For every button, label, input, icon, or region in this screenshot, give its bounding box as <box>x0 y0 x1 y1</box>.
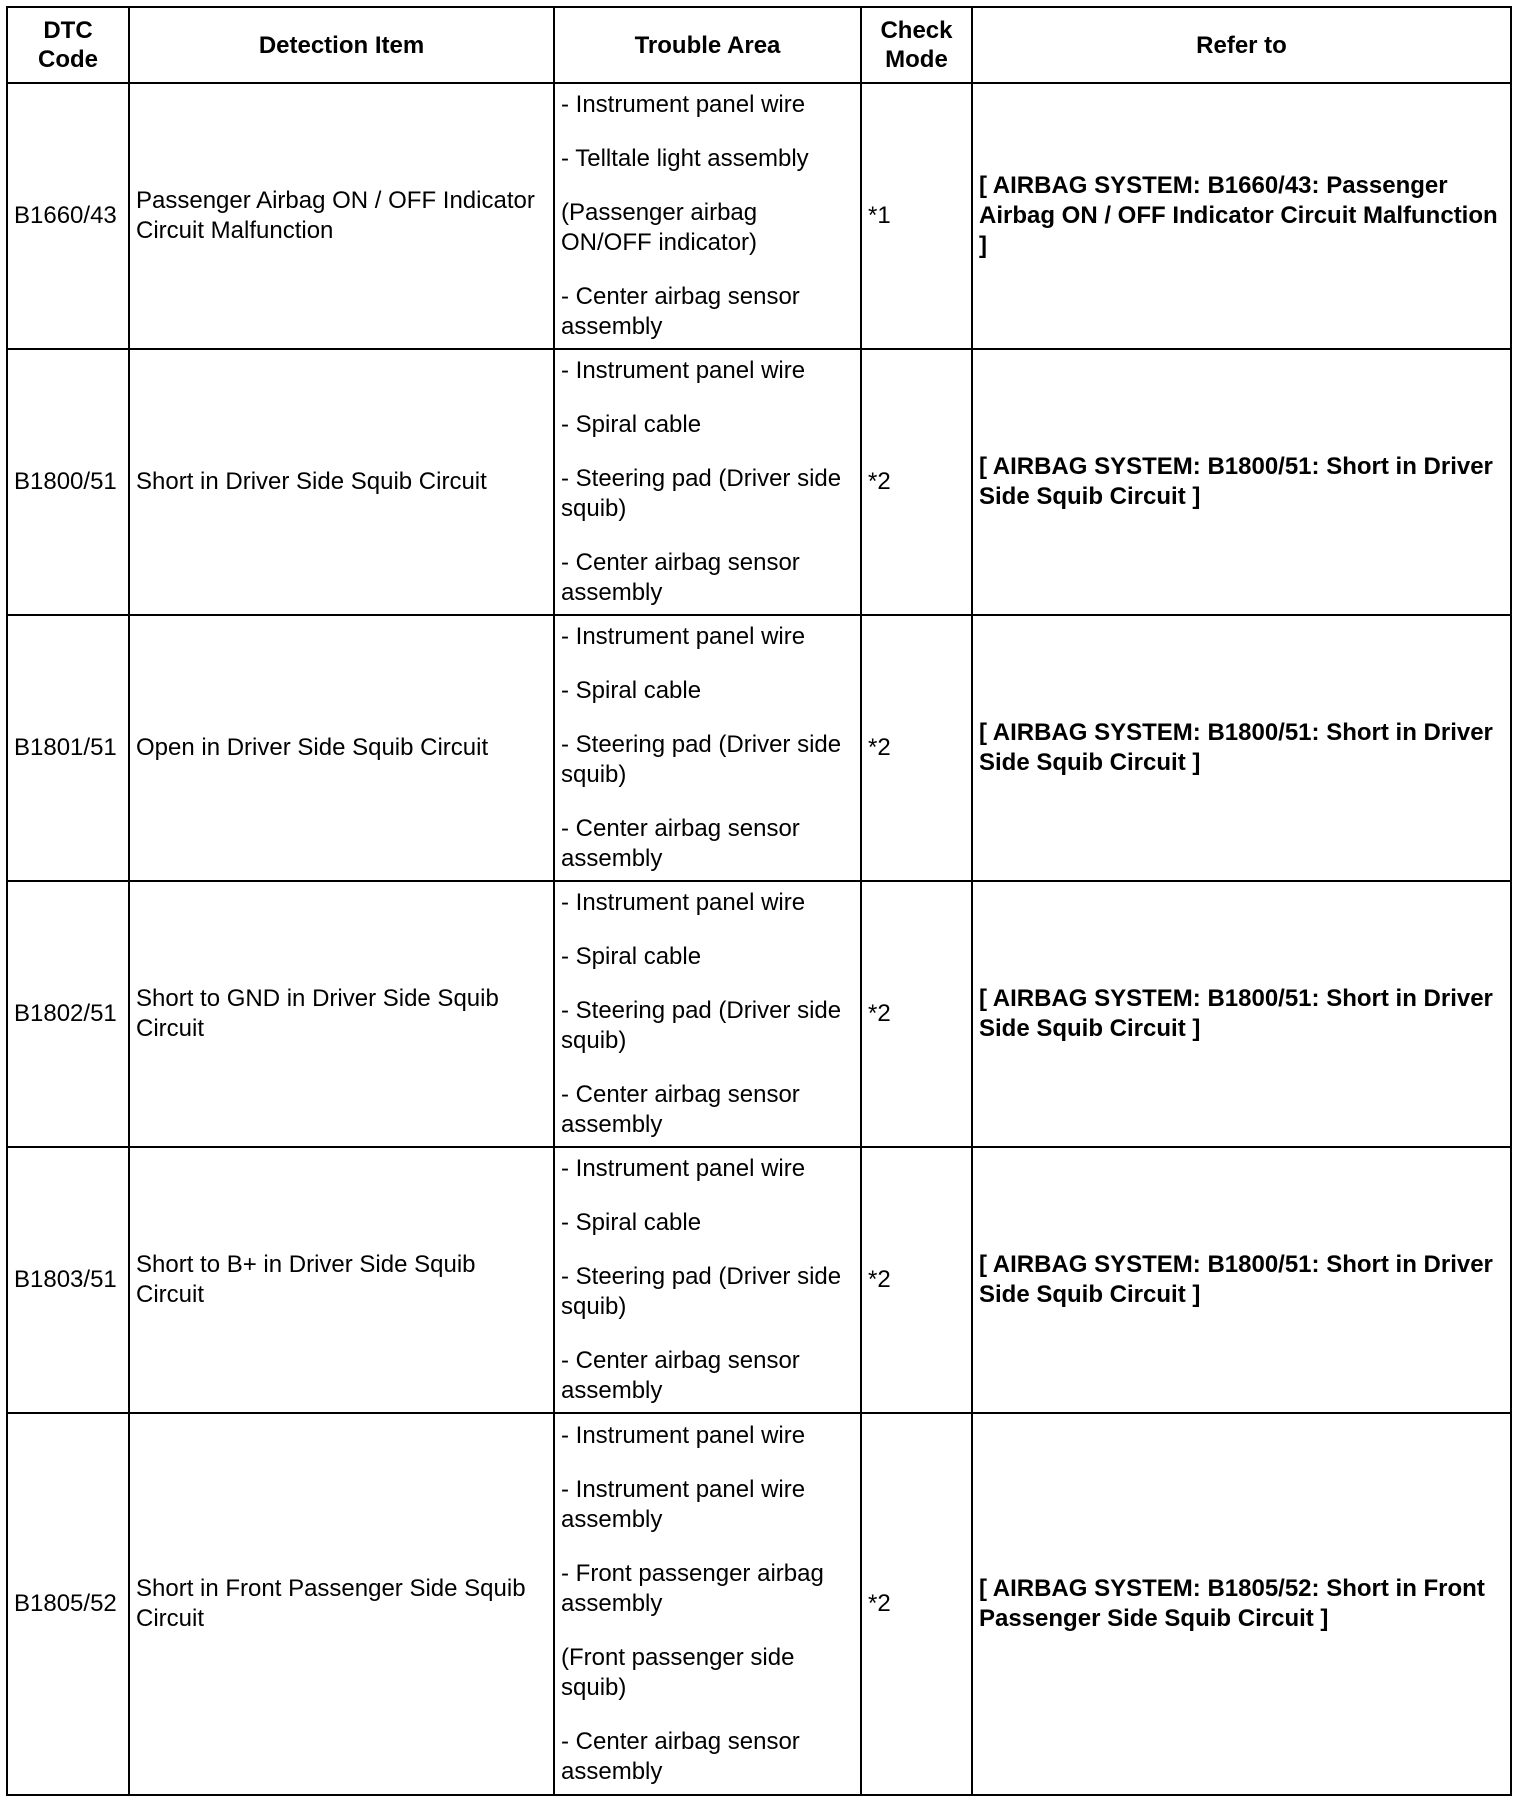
table-row <box>7 1147 1511 1413</box>
trouble-area-item: - Instrument panel wire <box>561 1155 806 1182</box>
trouble-area-item: - Instrument panel wire <box>561 357 806 384</box>
header-dtc-code: DTC Code <box>7 7 129 83</box>
refer-to-cell: [ AIRBAG SYSTEM: B1660/43: Passenger Airbag ON / OFF Indicator Circuit Malfunction ] <box>972 83 1511 349</box>
header-trouble-area: Trouble Area <box>554 7 861 83</box>
check-mode-cell: *2 <box>861 1413 972 1795</box>
trouble-area-item: - Steering pad (Driver side squib) <box>561 731 842 788</box>
trouble-area-cell <box>554 349 861 615</box>
trouble-area-item: - Center airbag sensor assembly <box>561 815 800 872</box>
trouble-area-cell <box>554 881 861 1147</box>
dtc-table <box>6 6 1512 1796</box>
dtc-code-cell: B1801/51 <box>7 615 129 881</box>
trouble-area-cell <box>554 615 861 881</box>
detection-item-cell: Short to B+ in Driver Side Squib Circuit <box>129 1147 554 1413</box>
dtc-code-cell: B1660/43 <box>7 83 129 349</box>
trouble-area-item: - Center airbag sensor assembly <box>561 1081 800 1138</box>
trouble-area-item: - Front passenger airbag assembly <box>561 1560 824 1617</box>
header-row <box>7 7 1511 83</box>
detection-item-cell: Passenger Airbag ON / OFF Indicator Circuit Malfunction <box>129 83 554 349</box>
detection-item-cell: Short in Front Passenger Side Squib Circuit <box>129 1413 554 1795</box>
table-header <box>7 7 1511 83</box>
trouble-area-list <box>561 356 854 608</box>
trouble-area-list <box>561 1421 854 1787</box>
detection-item-cell: Short to GND in Driver Side Squib Circuit <box>129 881 554 1147</box>
trouble-area-list <box>561 622 854 874</box>
trouble-area-item: - Spiral cable <box>561 1209 702 1236</box>
table-row <box>7 349 1511 615</box>
trouble-area-item: - Instrument panel wire assembly <box>561 1476 806 1533</box>
table-row <box>7 1413 1511 1795</box>
trouble-area-cell <box>554 1413 861 1795</box>
trouble-area-item: - Steering pad (Driver side squib) <box>561 997 842 1054</box>
trouble-area-item: - Center airbag sensor assembly <box>561 1347 800 1404</box>
trouble-area-item: - Center airbag sensor assembly <box>561 1728 800 1785</box>
refer-to-cell: [ AIRBAG SYSTEM: B1800/51: Short in Driver Side Squib Circuit ] <box>972 349 1511 615</box>
check-mode-cell: *2 <box>861 1147 972 1413</box>
check-mode-cell: *1 <box>861 83 972 349</box>
trouble-area-item: - Center airbag sensor assembly <box>561 283 800 340</box>
refer-to-cell: [ AIRBAG SYSTEM: B1805/52: Short in Front Passenger Side Squib Circuit ] <box>972 1413 1511 1795</box>
refer-to-cell: [ AIRBAG SYSTEM: B1800/51: Short in Driver Side Squib Circuit ] <box>972 1147 1511 1413</box>
refer-to-cell: [ AIRBAG SYSTEM: B1800/51: Short in Driver Side Squib Circuit ] <box>972 881 1511 1147</box>
trouble-area-item: - Spiral cable <box>561 943 702 970</box>
table-row <box>7 83 1511 349</box>
trouble-area-list <box>561 888 854 1140</box>
dtc-code-cell: B1805/52 <box>7 1413 129 1795</box>
table-row <box>7 881 1511 1147</box>
detection-item-cell: Short in Driver Side Squib Circuit <box>129 349 554 615</box>
trouble-area-cell <box>554 1147 861 1413</box>
table-body <box>7 83 1511 1795</box>
trouble-area-item: - Spiral cable <box>561 677 702 704</box>
trouble-area-list <box>561 1154 854 1406</box>
trouble-area-item: - Instrument panel wire <box>561 889 806 916</box>
header-refer-to: Refer to <box>972 7 1511 83</box>
trouble-area-item: - Steering pad (Driver side squib) <box>561 1263 842 1320</box>
dtc-code-cell: B1803/51 <box>7 1147 129 1413</box>
trouble-area-cell <box>554 83 861 349</box>
header-check-mode: Check Mode <box>861 7 972 83</box>
trouble-area-item: (Front passenger side squib) <box>561 1644 795 1701</box>
check-mode-cell: *2 <box>861 881 972 1147</box>
trouble-area-item: - Telltale light assembly <box>561 145 809 172</box>
dtc-code-cell: B1800/51 <box>7 349 129 615</box>
refer-to-cell: [ AIRBAG SYSTEM: B1800/51: Short in Driver Side Squib Circuit ] <box>972 615 1511 881</box>
detection-item-cell: Open in Driver Side Squib Circuit <box>129 615 554 881</box>
trouble-area-item: - Instrument panel wire <box>561 91 806 118</box>
trouble-area-item: - Center airbag sensor assembly <box>561 549 800 606</box>
dtc-code-cell: B1802/51 <box>7 881 129 1147</box>
trouble-area-list <box>561 90 854 342</box>
check-mode-cell: *2 <box>861 615 972 881</box>
trouble-area-item: - Steering pad (Driver side squib) <box>561 465 842 522</box>
trouble-area-item: - Instrument panel wire <box>561 623 806 650</box>
trouble-area-item: - Spiral cable <box>561 411 702 438</box>
trouble-area-item: - Instrument panel wire <box>561 1422 806 1449</box>
trouble-area-item: (Passenger airbag ON/OFF indicator) <box>561 199 758 256</box>
table-row <box>7 615 1511 881</box>
check-mode-cell: *2 <box>861 349 972 615</box>
header-detection-item: Detection Item <box>129 7 554 83</box>
